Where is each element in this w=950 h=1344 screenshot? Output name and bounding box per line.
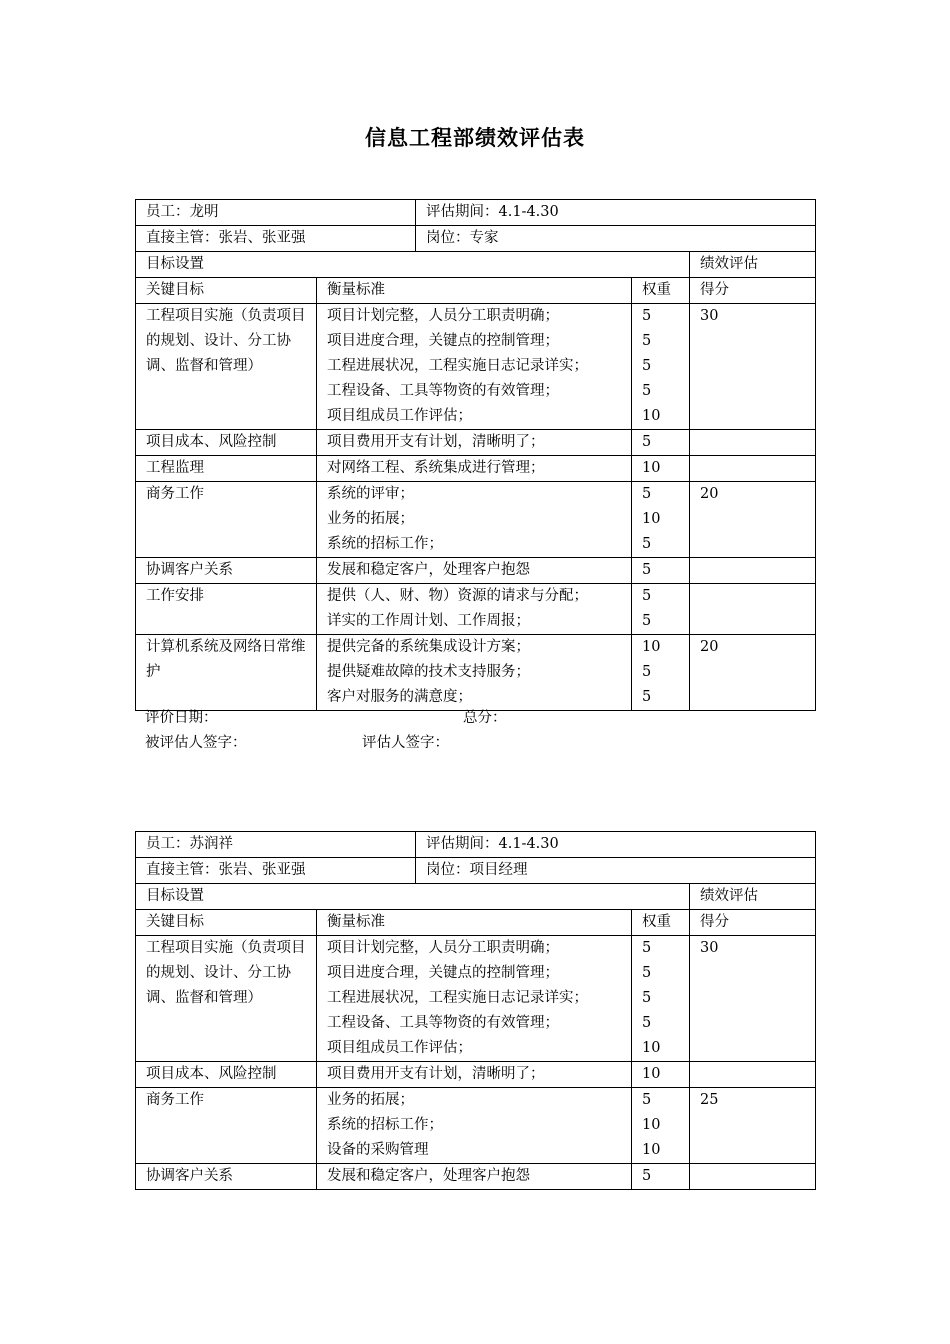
weight-cell: 5 5 5 5 10	[642, 940, 661, 1056]
weight-cell: 5 5	[642, 588, 652, 629]
evaluation-form-1	[135, 199, 816, 711]
weight-cell: 10 5 5	[642, 639, 661, 705]
measure-cell: 提供（人、财、物）资源的请求与分配； 详实的工作周计划、工作周报；	[327, 588, 588, 629]
measure-cell: 发展和稳定客户，处理客户抱怨	[327, 562, 530, 578]
score-cell	[690, 584, 816, 635]
table-row	[136, 584, 816, 635]
column-header-measure: 衡量标准	[317, 910, 632, 936]
evaluation-header: 绩效评估	[690, 252, 816, 278]
table-row	[136, 635, 816, 711]
total-score-label: 总分：	[463, 710, 507, 726]
goal-cell: 工程项目实施（负责项目的规划、设计、分工协调、监督和管理）	[136, 936, 317, 1062]
employee-field: 员工：龙明	[136, 200, 416, 226]
table-row	[136, 558, 816, 584]
evaluator-signature-label: 评估人签字：	[362, 735, 449, 751]
measure-cell: 项目费用开支有计划，清晰明了；	[327, 1066, 545, 1082]
table-row	[136, 456, 816, 482]
weight-cell: 10	[642, 460, 661, 476]
column-header-goal: 关键目标	[136, 910, 317, 936]
column-header-score: 得分	[690, 910, 816, 936]
position-field: 岗位：项目经理	[416, 858, 816, 884]
weight-cell: 5 10 5	[642, 486, 661, 552]
table-row	[136, 304, 816, 430]
column-header-goal: 关键目标	[136, 278, 317, 304]
measure-cell: 业务的拓展； 系统的招标工作； 设备的采购管理	[327, 1092, 443, 1158]
table-row	[136, 1164, 816, 1190]
page-title: 信息工程部绩效评估表	[365, 125, 585, 150]
goal-setting-header: 目标设置	[136, 884, 690, 910]
score-cell	[690, 1164, 816, 1190]
column-header-weight: 权重	[632, 910, 690, 936]
score-cell: 30	[690, 304, 816, 430]
weight-cell: 5	[642, 434, 652, 450]
table-row	[136, 482, 816, 558]
evaluation-date-label: 评价日期：	[145, 710, 218, 726]
score-cell: 25	[690, 1088, 816, 1164]
supervisor-field: 直接主管：张岩、张亚强	[136, 226, 416, 252]
table-row	[136, 1088, 816, 1164]
measure-cell: 项目计划完整，人员分工职责明确； 项目进度合理，关键点的控制管理； 工程进展状况，工程实施日志记录详实； 工程设备、工具等物资的有效管理； 项目组成员工作评估；	[327, 940, 588, 1056]
score-cell: 20	[690, 482, 816, 558]
goal-cell: 协调客户关系	[136, 558, 317, 584]
goal-cell: 工作安排	[136, 584, 317, 635]
table-row	[136, 1062, 816, 1088]
goal-setting-header: 目标设置	[136, 252, 690, 278]
score-cell	[690, 558, 816, 584]
weight-cell: 10	[642, 1066, 661, 1082]
goal-cell: 商务工作	[136, 1088, 317, 1164]
weight-cell: 5	[642, 562, 652, 578]
evaluation-form-2	[135, 831, 816, 1190]
measure-cell: 项目计划完整，人员分工职责明确； 项目进度合理，关键点的控制管理； 工程进展状况，工程实施日志记录详实； 工程设备、工具等物资的有效管理； 项目组成员工作评估；	[327, 308, 588, 424]
evaluee-signature-label: 被评估人签字：	[145, 735, 247, 751]
period-field: 评估期间：4.1-4.30	[416, 832, 816, 858]
goal-cell: 商务工作	[136, 482, 317, 558]
column-header-measure: 衡量标准	[317, 278, 632, 304]
goal-cell: 项目成本、风险控制	[136, 1062, 317, 1088]
measure-cell: 系统的评审； 业务的拓展； 系统的招标工作；	[327, 486, 443, 552]
goal-cell: 计算机系统及网络日常维护	[136, 635, 317, 711]
weight-cell: 5	[642, 1168, 652, 1184]
measure-cell: 项目费用开支有计划，清晰明了；	[327, 434, 545, 450]
weight-cell: 5 5 5 5 10	[642, 308, 661, 424]
weight-cell: 5 10 10	[642, 1092, 661, 1158]
score-cell: 20	[690, 635, 816, 711]
supervisor-field: 直接主管：张岩、张亚强	[136, 858, 416, 884]
employee-field: 员工：苏润祥	[136, 832, 416, 858]
position-field: 岗位：专家	[416, 226, 816, 252]
period-field: 评估期间：4.1-4.30	[416, 200, 816, 226]
goal-cell: 工程监理	[136, 456, 317, 482]
column-header-score: 得分	[690, 278, 816, 304]
goal-cell: 协调客户关系	[136, 1164, 317, 1190]
measure-cell: 发展和稳定客户，处理客户抱怨	[327, 1168, 530, 1184]
goal-cell: 项目成本、风险控制	[136, 430, 317, 456]
measure-cell: 对网络工程、系统集成进行管理；	[327, 460, 545, 476]
score-cell: 30	[690, 936, 816, 1062]
measure-cell: 提供完备的系统集成设计方案； 提供疑难故障的技术支持服务； 客户对服务的满意度；	[327, 639, 530, 705]
table-row	[136, 430, 816, 456]
evaluation-header: 绩效评估	[690, 884, 816, 910]
table-row	[136, 936, 816, 1062]
column-header-weight: 权重	[632, 278, 690, 304]
goal-cell: 工程项目实施（负责项目的规划、设计、分工协调、监督和管理）	[136, 304, 317, 430]
score-cell	[690, 1062, 816, 1088]
score-cell	[690, 430, 816, 456]
score-cell	[690, 456, 816, 482]
